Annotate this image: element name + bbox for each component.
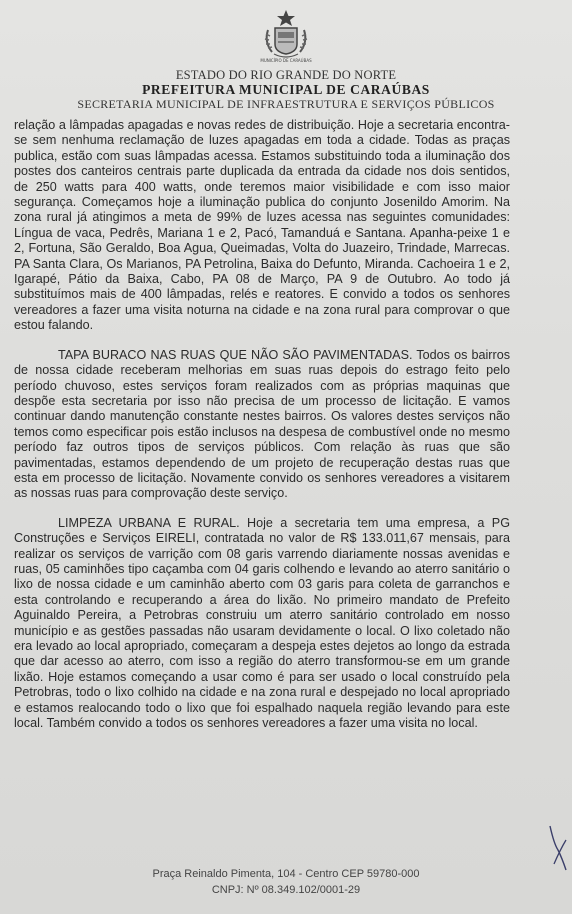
paragraph-urban-cleaning: LIMPEZA URBANA E RURAL. Hoje a secretaria tem uma empresa, a PG Construções e Serviços EIRELI, contratada no valor de R$ 133.011,67 mensais, para realizar os serviços de varrição com 08 garis varrendo diariamente nossas avenidas e ruas, 05 caminhões tipo caçamba com 04 garis colhendo e levando ao aterro sanitário o lixo de nossa cidade e um caminhão aberto com 03 garis para coleta de garranchos e esta controlando e recuperando a área do lixão. No primeiro mandato de Prefeito Aguinaldo Pereira, a Petrobras construiu um aterro sanitário controlado em nosso município e as gestões passadas não usaram devidamente o local. O lixo coletado não era levado ao local apropriado, começaram a despeja estes dejetos ao longo da estrada que dar acesso ao aterro, com isso a região do aterro transformou-se em um grande lixão. Hoje estamos começando a usar como é para ser usado o local construído pela Petrobras, todo o lixo colhido na cidade e na zona rural e despejado no local apropriado e estamos realocando todo o lixo que foi espalhado naquela região levando para este local. Também convido a todos os senhores vereadores a fazer uma visita no local. bbox=[14, 515, 510, 731]
secretaria-name: SECRETARIA MUNICIPAL DE INFRAESTRUTURA E SERVIÇOS PÚBLICOS bbox=[77, 97, 495, 111]
footer-cnpj: CNPJ: Nº 08.349.102/0001-29 bbox=[211, 884, 361, 896]
paragraph-pothole-repair: TAPA BURACO NAS RUAS QUE NÃO SÃO PAVIMENTADAS. Todos os bairros de nossa cidade receberam melhorias em suas ruas depois do estrago feito pelo período chuvoso, estes serviços foram realizados com as próprias maquinas que despõe esta secretaria por isso não precisa de um processo de licitação. E vamos continuar dando manutenção constante nestes bairros. Os valores destes serviços não temos como especificar pois estão inclusos na despesa de combustível onde no mesmo período faz outros tipos de serviços públicos. Com relação às ruas que são pavimentadas, estamos dependendo de um projeto de recuperação destas ruas que esta em processo de licitação. Novamente convido os senhores vereadores a visitarem as nossas ruas para comprovação deste serviço. bbox=[14, 347, 510, 501]
municipal-seal-icon bbox=[254, 8, 318, 64]
prefeitura-name: PREFEITURA MUNICIPAL DE CARAÚBAS bbox=[142, 82, 430, 97]
state-name: ESTADO DO RIO GRANDE DO NORTE bbox=[175, 68, 397, 82]
paragraph-lighting: relação a lâmpadas apagadas e novas redes de distribuição. Hoje a secretaria encontra-se sem nenhuma reclamação de luzes apagadas em toda a cidade. Todas as praças publica, estão com suas lâmpadas acessa. Estamos substituindo toda a iluminação dos postes dos canteiros centrais parte duplicada da entrada da cidade nos dois sentidos, de 250 watts para 400 watts, onde teremos maior visibilidade e com isso maior segurança. Começamos hoje a iluminação publica do conjunto Josenildo Amorim. Na zona rural já atingimos a meta de 99% de luzes acessa nas seguintes comunidades: Língua de vaca, Pedrês, Mariana 1 e 2, Pacó, Tamanduá e Santana. Apanha-peixe 1 e 2, Fortuna, São Geraldo, Boa Agua, Queimadas, Volta do Juazeiro, Trindade, Marrecas. PA Santa Clara, Os Marianos, PA Petrolina, Baixa do Defunto, Miranda. Cachoeira 1 e 2, Igarapé, Pátio da Baixa, Cabo, PA 08 de Março, PA 9 de Outubro. Ao todo já substituímos mais de 400 lâmpadas, relés e reatores. E convido a todos os senhores vereadores a fazer uma visita noturna na cidade e na zona rural para comprovar o que estou falando. bbox=[14, 118, 510, 333]
signature-mark-icon bbox=[544, 820, 570, 876]
letterhead bbox=[0, 8, 572, 111]
footer bbox=[0, 866, 572, 898]
document-body bbox=[14, 118, 510, 731]
footer-address: Praça Reinaldo Pimenta, 104 - Centro CEP 59780-000 bbox=[152, 868, 420, 880]
svg-text:MUNICÍPIO DE CARAÚBAS: MUNICÍPIO DE CARAÚBAS bbox=[260, 58, 312, 63]
